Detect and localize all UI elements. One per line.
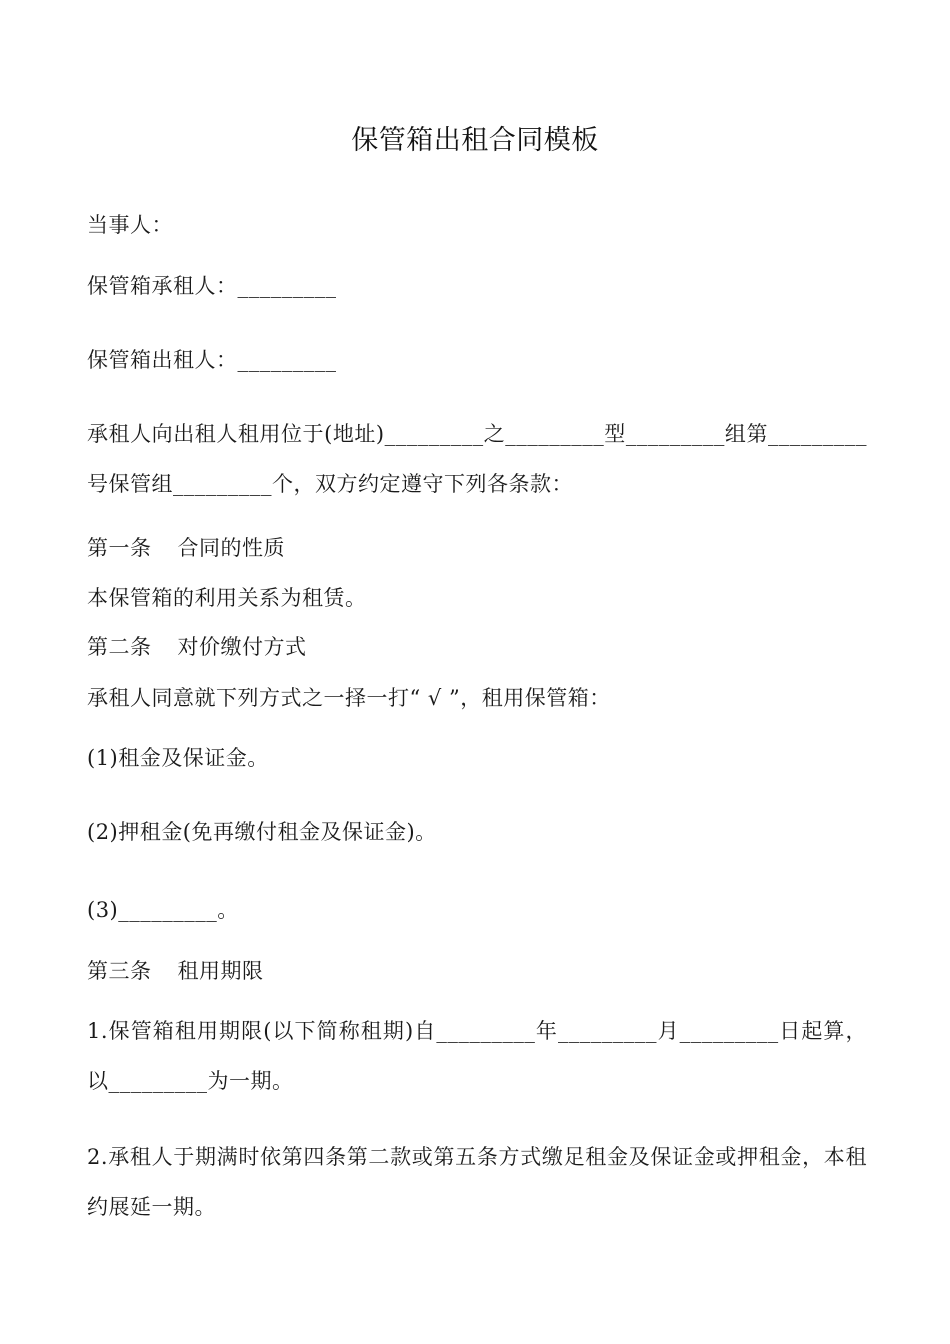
- article-2-title: 对价缴付方式: [177, 635, 307, 659]
- parties-label: 当事人：: [87, 213, 173, 237]
- article-1-number: 第一条: [87, 536, 152, 560]
- option-3: (3)_________。: [87, 898, 239, 922]
- article-1-heading: [87, 534, 285, 562]
- clause-2: 2.承租人于期满时依第四条第二款或第五条方式缴足租金及保证金或押租金，本租约展延一期。: [87, 1145, 867, 1219]
- article-2-heading: [87, 633, 307, 661]
- preamble-paragraph: 承租人向出租人租用位于(地址)_________之_________型_________组第_________号保管组_________个，双方约定遵守下列各条款：: [87, 422, 867, 496]
- lessor-line: 保管箱出租人：_________: [87, 348, 337, 372]
- option-1: (1)租金及保证金。: [87, 746, 269, 770]
- article-1-title: 合同的性质: [177, 536, 285, 560]
- article-3-title: 租用期限: [177, 959, 264, 983]
- article-2-number: 第二条: [87, 635, 152, 659]
- option-2: (2)押租金(免再缴付租金及保证金)。: [87, 820, 437, 844]
- article-2-text: 承租人同意就下列方式之一择一打“ √ ”，租用保管箱：: [87, 686, 611, 710]
- article-1-text: 本保管箱的利用关系为租赁。: [87, 586, 367, 610]
- document-title: 保管箱出租合同模板: [351, 125, 599, 156]
- lessee-line: 保管箱承租人：_________: [87, 274, 337, 298]
- clause-1: 1.保管箱租用期限(以下简称租期)自_________年_________月_________日起算，以_________为一期。: [87, 1019, 867, 1093]
- article-3-number: 第三条: [87, 959, 152, 983]
- article-3-heading: [87, 957, 264, 985]
